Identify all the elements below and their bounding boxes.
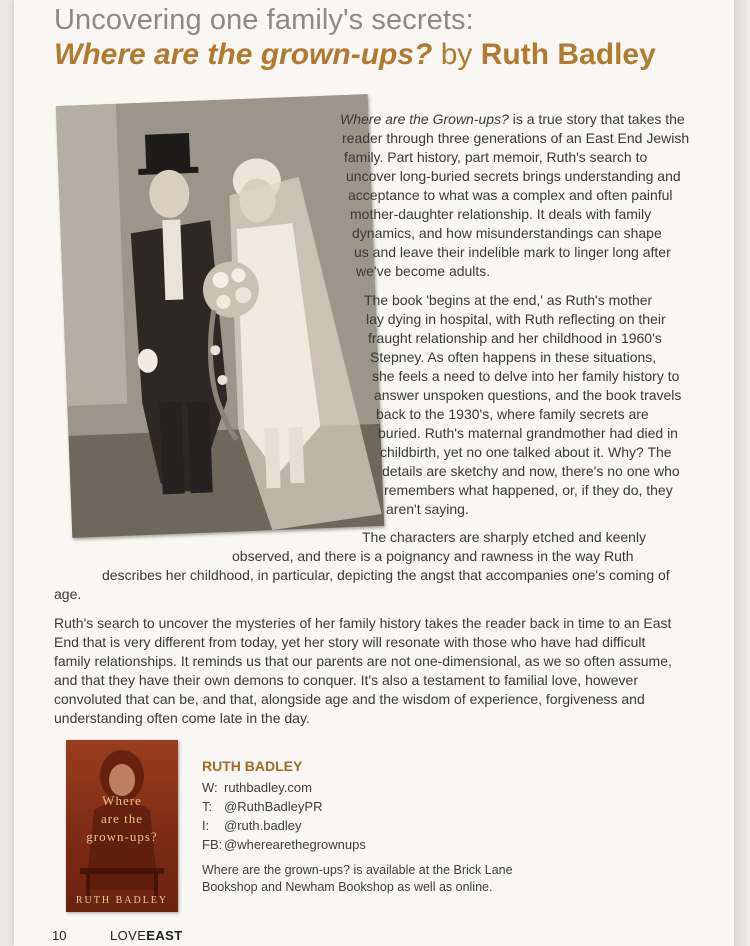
website-link[interactable]: ruthbadley.com	[224, 780, 312, 795]
intro-line: dynamics, and how misunderstandings can shape	[352, 225, 662, 241]
para2-line: childbirth, yet no one talked about it. Why? The	[380, 444, 672, 460]
contact-twitter: T: @RuthBadleyPR	[202, 799, 323, 814]
availability-line: Bookshop and Newham Bookshop as well as online.	[202, 880, 493, 894]
facebook-handle[interactable]: @wherearethegrownups	[224, 837, 366, 852]
para2-line: remembers what happened, or, if they do, they	[384, 482, 673, 498]
book-cover-title-line: Where	[102, 793, 142, 808]
contact-website: W: ruthbadley.com	[202, 780, 312, 795]
intro-line: acceptance to what was a complex and often painful	[348, 187, 673, 203]
wedding-photo-illustration	[56, 94, 384, 538]
intro-line: reader through three generations of an East End Jewish	[342, 130, 690, 146]
contact-name: RUTH BADLEY	[202, 758, 303, 774]
page-edge	[734, 0, 750, 946]
page-number: 10	[52, 928, 67, 943]
para4-line: family relationships. It reminds us that our parents are not one-dimensional, as we so often assume,	[54, 653, 672, 669]
para2-line: lay dying in hospital, with Ruth reflecting on their	[366, 311, 666, 327]
intro-line: Where are the Grown-ups? is a true story that takes the	[340, 111, 685, 127]
availability-line: Where are the grown-ups? is available at the Brick Lane	[202, 863, 513, 877]
twitter-handle[interactable]: @RuthBadleyPR	[224, 799, 323, 814]
para2-line: aren't saying.	[386, 501, 469, 517]
para2-line: Stepney. As often happens in these situations,	[370, 349, 657, 365]
book-cover-title-line: are the	[100, 811, 143, 826]
book-cover-title-line: grown-ups?	[86, 829, 158, 844]
para3-line: age.	[54, 586, 82, 602]
para2-line: The book 'begins at the end,' as Ruth's mother	[364, 292, 653, 308]
para3-line: observed, and there is a poignancy and rawness in the way Ruth	[232, 548, 634, 564]
para4-line: Ruth's search to uncover the mysteries of her family history takes the reader back in time to an East	[54, 615, 672, 631]
intro-line: family. Part history, part memoir, Ruth's search to	[344, 149, 648, 165]
magazine-page	[14, 0, 734, 946]
para4-line: convoluted that can be, and that, alongside age and the wisdom of experience, forgiveness and	[54, 691, 645, 707]
book-title-heading: Where are the grown-ups?	[54, 38, 433, 71]
book-cover-image	[66, 740, 178, 912]
intro-line: mother-daughter relationship. It deals with family	[350, 206, 652, 222]
byline-by: by	[440, 38, 473, 71]
para2-line: she feels a need to delve into her family history to	[372, 368, 680, 384]
para2-line: buried. Ruth's maternal grandmother had died in	[378, 425, 678, 441]
para3-line: The characters are sharply etched and keenly	[362, 529, 647, 545]
article-title	[54, 38, 656, 72]
intro-line: uncover long-buried secrets brings understanding and	[346, 168, 681, 184]
para4-line: understanding often come late in the day.	[54, 710, 310, 726]
para4-line: End that is very different from today, yet her story will resonate with those who have had difficult	[54, 634, 646, 650]
intro-line: us and leave their indelible mark to linger long after	[354, 244, 671, 260]
para2-line: details are sketchy and now, there's no one who	[382, 463, 680, 479]
byline-author: Ruth Badley	[480, 38, 656, 71]
para2-line: answer unspoken questions, and the book travels	[374, 387, 682, 403]
contact-facebook: FB: @wherearethegrownups	[202, 837, 366, 852]
magazine-name: LOVEEAST	[110, 928, 183, 943]
article-kicker: Uncovering one family's secrets:	[54, 4, 474, 36]
wedding-photo	[56, 94, 384, 538]
book-cover-author: RUTH BADLEY	[75, 895, 169, 906]
instagram-handle[interactable]: @ruth.badley	[224, 818, 302, 833]
para2-line: back to the 1930's, where family secrets are	[376, 406, 649, 422]
para3-line: describes her childhood, in particular, depicting the angst that accompanies one's coming of	[102, 567, 670, 583]
intro-line: we've become adults.	[356, 263, 491, 279]
para4-line: and that they have their own demons to conquer. It's also a testament to familial love, however	[54, 672, 639, 688]
para2-line: fraught relationship and her childhood in 1960's	[368, 330, 662, 346]
contact-instagram: I: @ruth.badley	[202, 818, 302, 833]
